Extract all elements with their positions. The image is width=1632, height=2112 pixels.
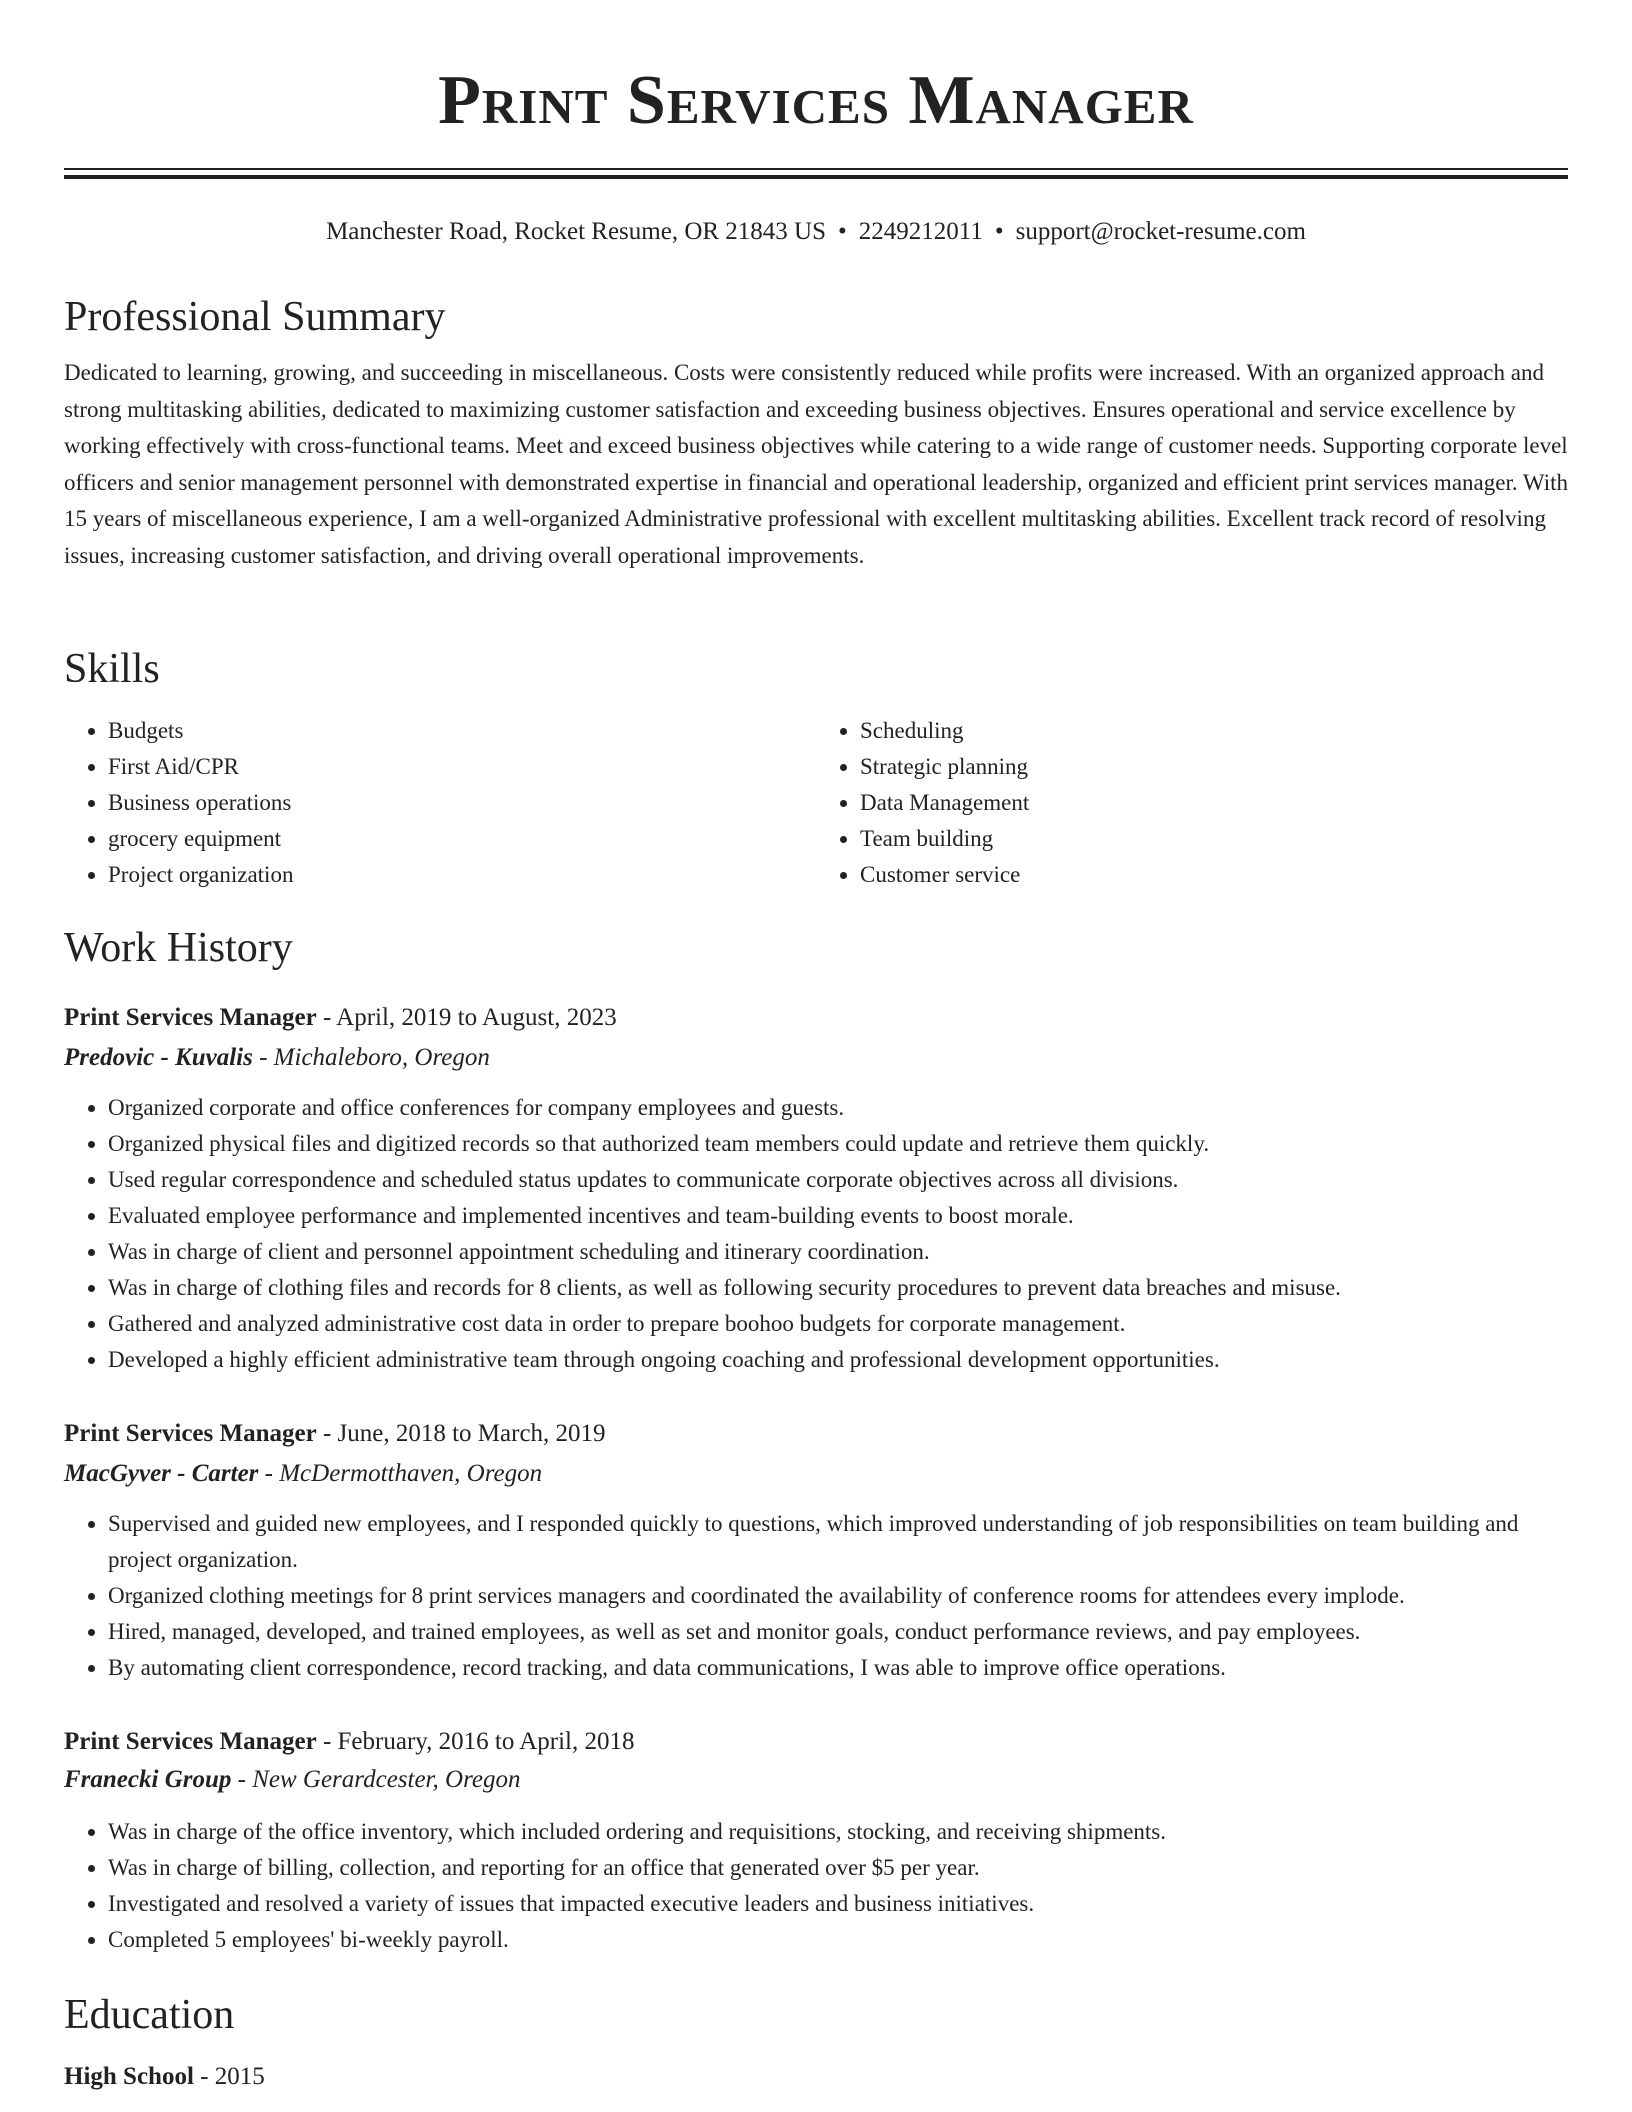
- job-location: - McDermotthaven, Oregon: [258, 1460, 543, 1487]
- job-company-line: [64, 1040, 1568, 1076]
- skills-list-left: [64, 713, 816, 893]
- skill-item: • Customer service: [860, 857, 1568, 893]
- education-entry: [64, 2059, 1568, 2095]
- contact-phone: 2249212011: [858, 218, 983, 245]
- job-company: Predovic - Kuvalis: [64, 1044, 253, 1071]
- skill-item: • Strategic planning: [860, 749, 1568, 785]
- job-bullet: • Organized corporate and office conferences for company employees and guests.: [108, 1090, 1568, 1126]
- title-divider-thin: [64, 168, 1568, 170]
- job-title: Print Services Manager: [64, 1728, 317, 1755]
- job-bullets: [64, 1090, 1568, 1378]
- job-bullet: • Gathered and analyzed administrative cost data in order to prepare boohoo budgets for corporate management.: [108, 1306, 1568, 1342]
- education-year: - 2015: [193, 2063, 265, 2090]
- work-history-section: [64, 922, 1568, 974]
- contact-separator: •: [838, 218, 847, 245]
- summary-text: Dedicated to learning, growing, and succeeding in miscellaneous. Costs were consistently reduced while profits were increased. With an organized approach and strong multitasking abilities, dedicated to maximizing customer satisfaction and exceeding business objectives. Ensures operational and service excellence by working effectively with cross-functional teams. Meet and exceed business objectives while catering to a wide range of customer needs. Supporting corporate level officers and senior management personnel with demonstrated expertise in financial and operational leadership, organized and efficient print services manager. With 15 years of miscellaneous experience, I am a well-organized Administrative professional with excellent multitasking abilities. Excellent track record of resolving issues, increasing customer satisfaction, and driving overall operational improvements.: [64, 360, 1568, 568]
- contact-line: [0, 214, 1632, 250]
- job-bullet: • Supervised and guided new employees, and I responded quickly to questions, which improved understanding of job responsibilities on team building and project organization.: [108, 1506, 1568, 1578]
- skill-item: • Team building: [860, 821, 1568, 857]
- job-title-line: [64, 1724, 1568, 1760]
- skill-item: • First Aid/CPR: [108, 749, 816, 785]
- job-bullet: • Was in charge of clothing files and records for 8 clients, as well as following security procedures to prevent data breaches and misuse.: [108, 1270, 1568, 1306]
- job-company-line: [64, 1456, 1568, 1492]
- education-section: [64, 1989, 1568, 2095]
- job-title: Print Services Manager: [64, 1004, 317, 1031]
- job-dates: - June, 2018 to March, 2019: [316, 1420, 606, 1447]
- skills-section: [64, 643, 1568, 893]
- skill-item: • grocery equipment: [108, 821, 816, 857]
- resume-title: Print Services Manager: [438, 62, 1194, 139]
- skill-item: • Scheduling: [860, 713, 1568, 749]
- job-bullet: • Was in charge of the office inventory, which included ordering and requisitions, stocking, and receiving shipments.: [108, 1814, 1568, 1850]
- job-bullet: • Evaluated employee performance and implemented incentives and team-building events to boost morale.: [108, 1198, 1568, 1234]
- job-bullet: • By automating client correspondence, record tracking, and data communications, I was able to improve office operations.: [108, 1650, 1568, 1686]
- job-dates: - February, 2016 to April, 2018: [316, 1728, 635, 1755]
- summary-section: [64, 291, 1568, 574]
- skills-list-right: [816, 713, 1568, 893]
- job-bullet: • Completed 5 employees' bi-weekly payroll.: [108, 1922, 1568, 1958]
- skill-item: • Budgets: [108, 713, 816, 749]
- job-company: Franecki Group: [64, 1766, 232, 1793]
- contact-address: Manchester Road, Rocket Resume, OR 21843 US: [326, 218, 827, 245]
- job-company-line: [64, 1762, 1568, 1798]
- job-bullet: • Was in charge of billing, collection, and reporting for an office that generated over $5 per year.: [108, 1850, 1568, 1886]
- skill-item: • Business operations: [108, 785, 816, 821]
- job-bullet: • Hired, managed, developed, and trained employees, as well as set and monitor goals, conduct performance reviews, and pay employees.: [108, 1614, 1568, 1650]
- education-school: High School: [64, 2063, 194, 2090]
- job-title: Print Services Manager: [64, 1420, 317, 1447]
- job-bullets: [64, 1506, 1568, 1686]
- section-heading-skills: Skills: [64, 646, 160, 692]
- job-dates: - April, 2019 to August, 2023: [316, 1004, 617, 1031]
- contact-email: support@rocket-resume.com: [1015, 218, 1306, 245]
- section-heading-education: Education: [64, 1992, 235, 2038]
- job-bullet: • Developed a highly efficient administrative team through ongoing coaching and professional development opportunities.: [108, 1342, 1568, 1378]
- job-location: - Michaleboro, Oregon: [252, 1044, 490, 1071]
- job-bullet: • Organized clothing meetings for 8 print services managers and coordinated the availability of conference rooms for attendees every implode.: [108, 1578, 1568, 1614]
- job-company: MacGyver - Carter: [64, 1460, 259, 1487]
- skills-columns: [64, 713, 1568, 893]
- job-entry: [64, 1000, 1568, 1378]
- job-title-line: [64, 1416, 1568, 1452]
- title-divider-thick: [64, 175, 1568, 179]
- job-location: - New Gerardcester, Oregon: [231, 1766, 521, 1793]
- job-title-line: [64, 1000, 1568, 1036]
- section-heading-summary: Professional Summary: [64, 294, 446, 340]
- skill-item: • Data Management: [860, 785, 1568, 821]
- job-bullet: • Investigated and resolved a variety of issues that impacted executive leaders and business initiatives.: [108, 1886, 1568, 1922]
- section-heading-work-history: Work History: [64, 925, 293, 971]
- job-bullet: • Was in charge of client and personnel appointment scheduling and itinerary coordination.: [108, 1234, 1568, 1270]
- job-entry: [64, 1724, 1568, 1958]
- job-bullet: • Organized physical files and digitized records so that authorized team members could update and retrieve them quickly.: [108, 1126, 1568, 1162]
- job-entry: [64, 1416, 1568, 1686]
- job-bullet: • Used regular correspondence and scheduled status updates to communicate corporate objectives across all divisions.: [108, 1162, 1568, 1198]
- contact-separator: •: [994, 218, 1004, 245]
- skill-item: • Project organization: [108, 857, 816, 893]
- job-bullets: [64, 1814, 1568, 1958]
